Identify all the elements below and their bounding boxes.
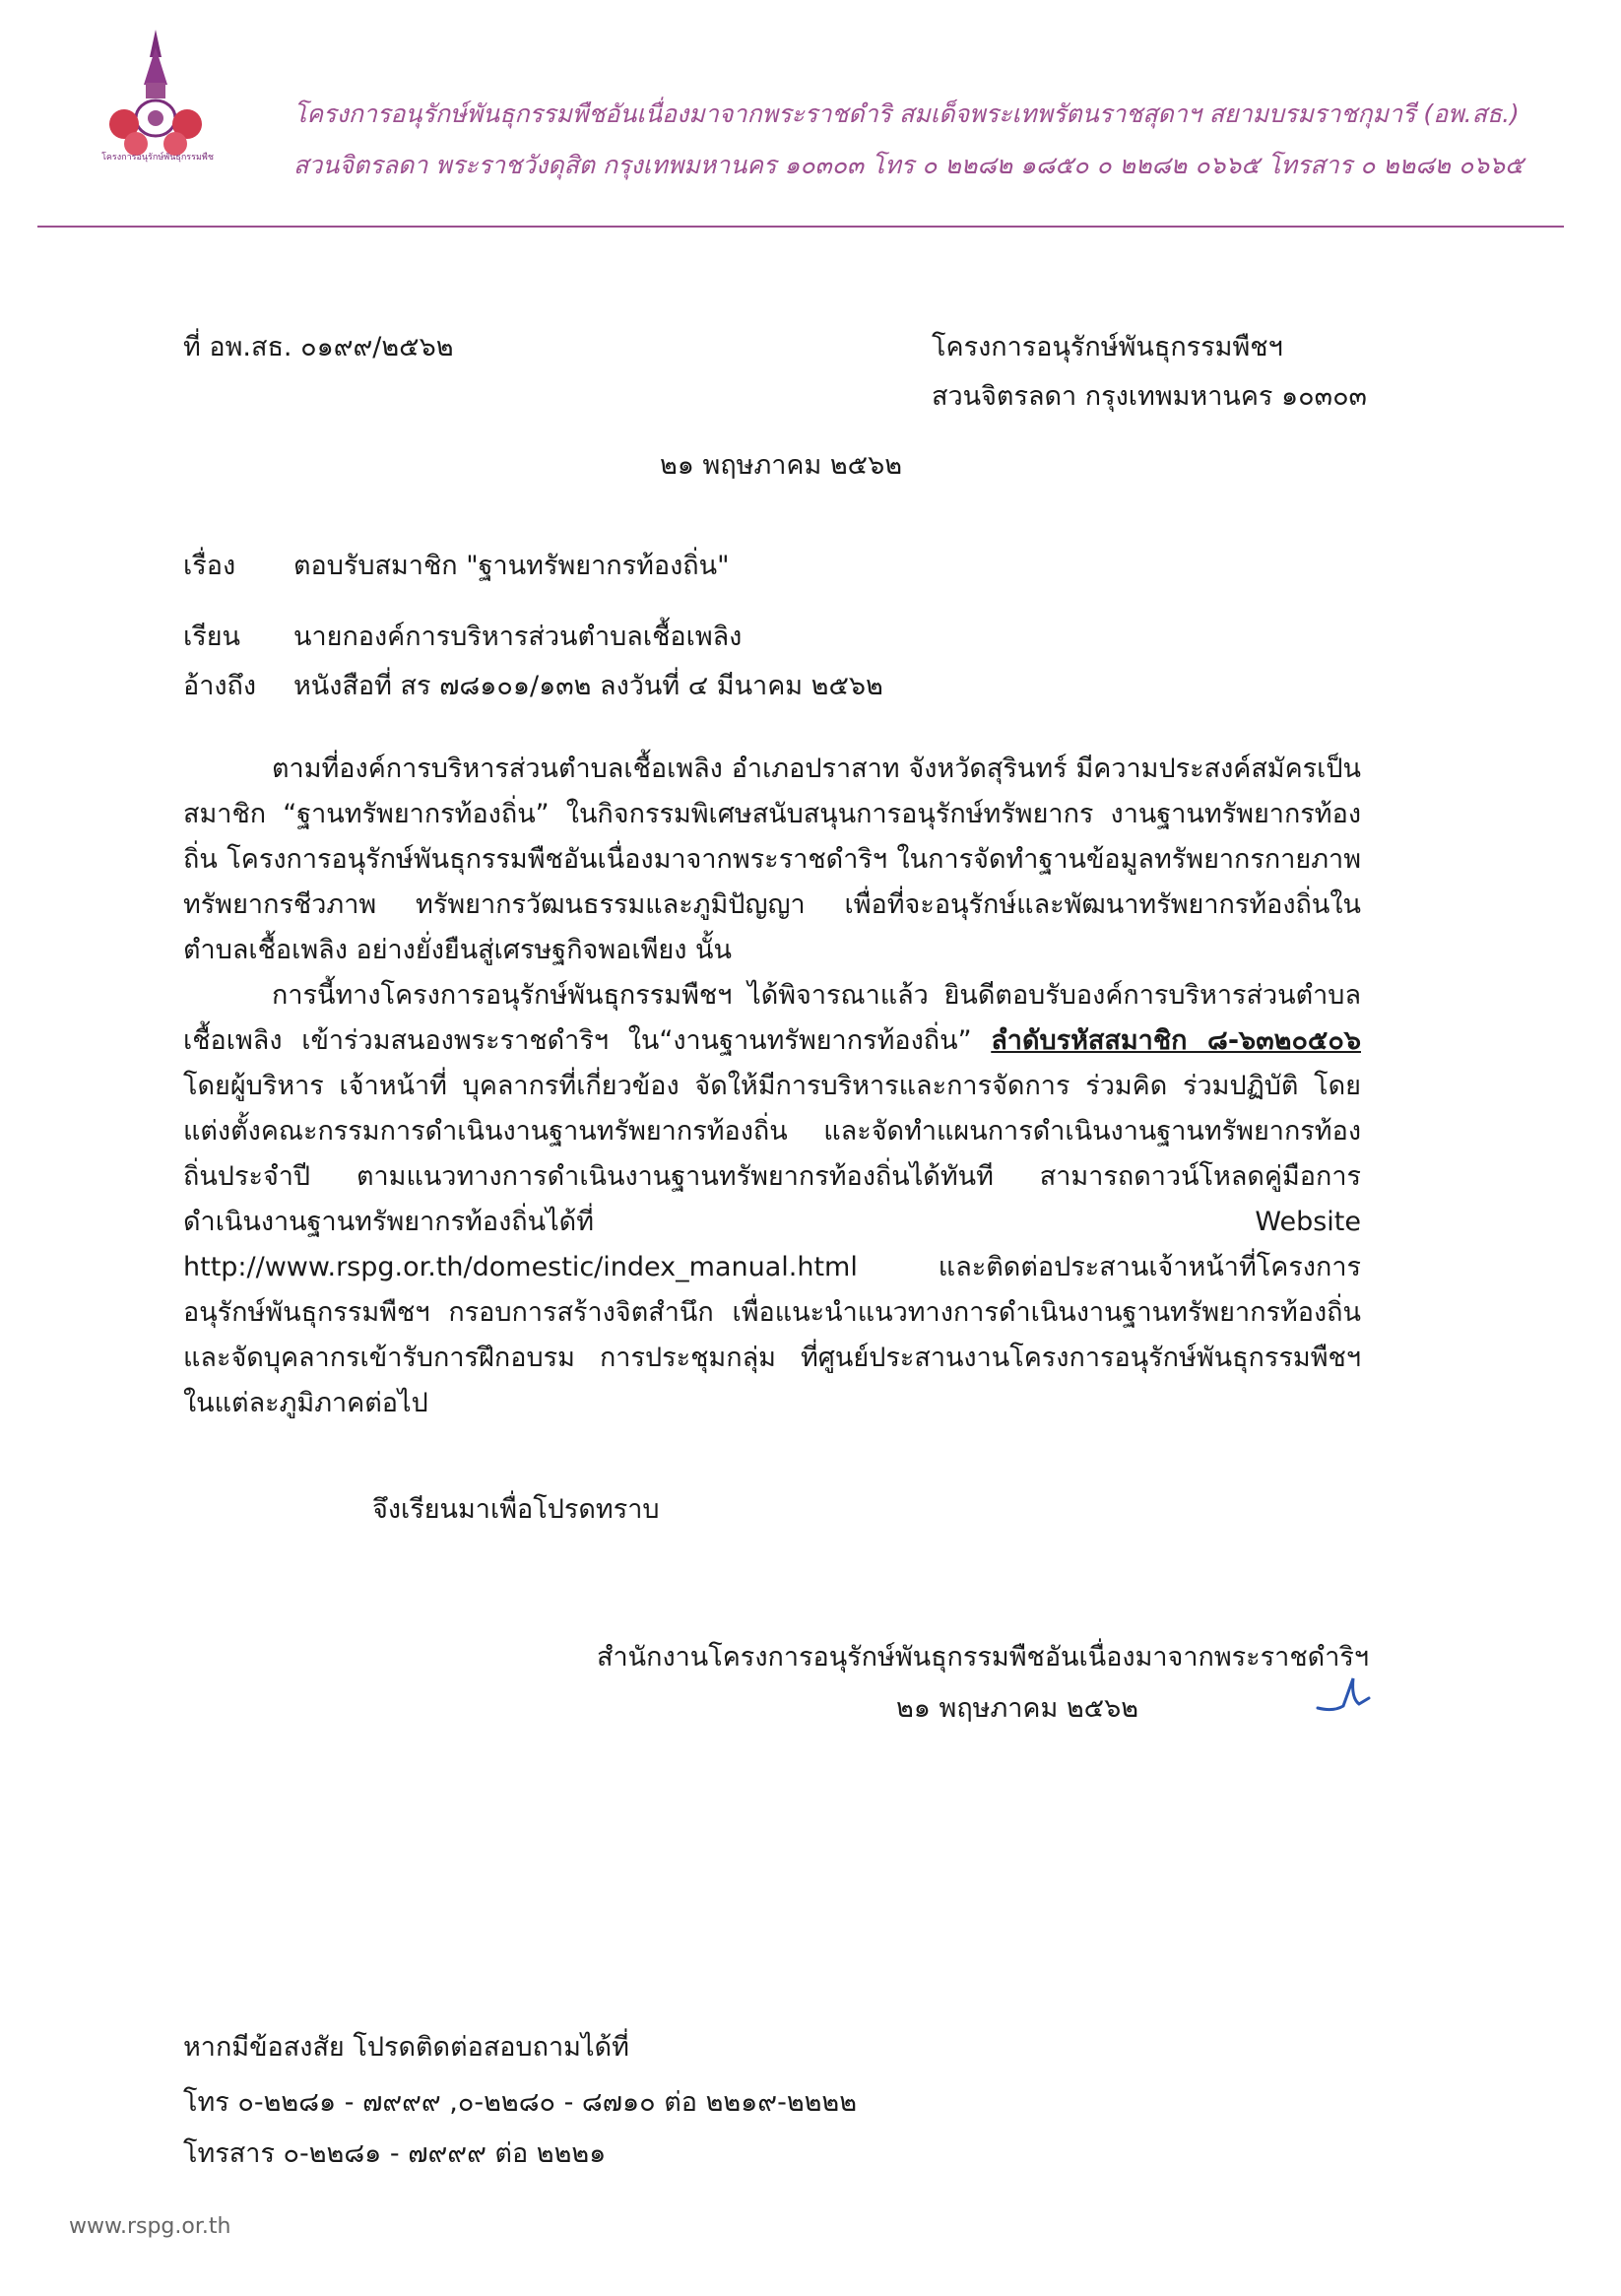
paragraph-1: ตามที่องค์การบริหารส่วนตำบลเชื้อเพลิง อำเภอปราสาท จังหวัดสุรินทร์ มีความประสงค์สมัครเป็นสมาชิก “ฐานทรัพยากรท้องถิ่น” ในกิจกรรมพิเศษสนับสนุนการอนุรักษ์ทรัพยากร งานฐานทรัพยากรท้องถิ่น โครงการอนุรักษ์พันธุกรรมพืชอันเนื่องมาจากพระราชดำริฯ ในการจัดทำฐานข้อมูลทรัพยากรกายภาพ ทรัพยากรชีวภาพ ทรัพยากรวัฒนธรรมและภูมิปัญญา เพื่อที่จะอนุรักษ์และพัฒนาทรัพยากรท้องถิ่นในตำบลเชื้อเพลิง อย่างยั่งยืนสู่เศรษฐกิจพอเพียง นั้น xyxy=(183,754,1361,965)
emblem-icon xyxy=(97,28,215,165)
closing-text: จึงเรียนมาเพื่อโปรดทราบ xyxy=(372,1494,660,1525)
reference-number: ที่ อพ.สธ. ๐๑๙๙/๒๕๖๒ xyxy=(183,332,454,362)
contact-fax: โทรสาร ๐-๒๒๘๑ - ๗๙๙๙ ต่อ ๒๒๒๑ xyxy=(183,2138,607,2169)
subject-text: ตอบรับสมาชิก "ฐานทรัพยากรท้องถิ่น" xyxy=(293,551,730,581)
reference-row xyxy=(183,664,883,709)
recipient-label: เรียน xyxy=(183,622,241,652)
member-code: ลำดับรหัสสมาชิก ๘-๖๓๒๐๕๐๖ xyxy=(991,1025,1361,1056)
header-divider xyxy=(37,226,1564,228)
paragraph-2 xyxy=(183,973,1361,1426)
subject-label: เรื่อง xyxy=(183,551,236,581)
sender-name: โครงการอนุรักษ์พันธุกรรมพืชฯ xyxy=(932,332,1283,362)
header-address-line: สวนจิตรลดา พระราชวังดุสิต กรุงเทพมหานคร ๑๐๓๐๓ โทร ๐ ๒๒๘๒ ๑๘๕๐ ๐ ๒๒๘๒ ๐๖๖๕ โทรสาร ๐ ๒๒๘๒ ๐๖๖๕ xyxy=(293,151,1524,179)
reference-text: หนังสือที่ สร ๗๘๑๐๑/๑๓๒ ลงวันที่ ๔ มีนาคม ๒๕๖๒ xyxy=(293,671,883,701)
letter-date: ๒๑ พฤษภาคม ๒๕๖๒ xyxy=(660,450,903,481)
subject-row xyxy=(183,544,730,589)
paragraph-2-part-b: โดยผู้บริหาร เจ้าหน้าที่ บุคลากรที่เกี่ยวข้อง จัดให้มีการบริหารและการจัดการ ร่วมคิด ร่วมปฏิบัติ โดยแต่งตั้งคณะกรรมการดำเนินงานฐานทรัพยากรท้องถิ่น และจัดทำแผนการดำเนินงานฐานทรัพยากรท้องถิ่นประจำปี ตามแนวทางการดำเนินงานฐานทรัพยากรท้องถิ่นได้ทันที สามารถดาวน์โหลดคู่มือการดำเนินงานฐานทรัพยากรท้องถิ่นได้ที่ Website http://www.rspg.or.th/domestic/index_manual.html และติดต่อประสานเจ้าหน้าที่โครงการอนุรักษ์พันธุกรรมพืชฯ กรอบการสร้างจิตสำนึก เพื่อแนะนำแนวทางการดำเนินงานฐานทรัพยากรท้องถิ่น และจัดบุคลากรเข้ารับการฝึกอบรม การประชุมกลุ่ม ที่ศูนย์ประสานงานโครงการอนุรักษ์พันธุกรรมพืชฯ ในแต่ละภูมิภาคต่อไป xyxy=(183,1071,1361,1418)
organization-logo xyxy=(97,28,215,165)
footer-website: www.rspg.or.th xyxy=(69,2214,231,2239)
header-org-line: โครงการอนุรักษ์พันธุกรรมพืชอันเนื่องมาจากพระราชดำริ สมเด็จพระเทพรัตนราชสุดาฯ สยามบรมราชกุมารี (อพ.สธ.) xyxy=(293,99,1520,128)
handwritten-signature-icon xyxy=(1314,1669,1373,1718)
signature-organization: สำนักงานโครงการอนุรักษ์พันธุกรรมพืชอันเนื่องมาจากพระราชดำริฯ xyxy=(597,1642,1370,1673)
letter-body xyxy=(183,747,1361,1426)
recipient-row xyxy=(183,615,742,660)
recipient-text: นายกองค์การบริหารส่วนตำบลเชื้อเพลิง xyxy=(293,622,743,652)
sender-address: สวนจิตรลดา กรุงเทพมหานคร ๑๐๓๐๓ xyxy=(932,381,1368,412)
signature-mark xyxy=(1314,1669,1373,1722)
paragraph-2-part-a: การนี้ทางโครงการอนุรักษ์พันธุกรรมพืชฯ ได้พิจารณาแล้ว ยินดีตอบรับองค์การบริหารส่วนตำบลเชื้อเพลิง เข้าร่วมสนองพระราชดำริฯ ใน“งานฐานทรัพยากรท้องถิ่น” xyxy=(183,980,1361,1056)
signature-date: ๒๑ พฤษภาคม ๒๕๖๒ xyxy=(896,1693,1139,1724)
reference-label: อ้างถึง xyxy=(183,671,257,701)
logo-caption: โครงการอนุรักษ์พันธุกรรมพืช xyxy=(101,153,214,163)
contact-intro: หากมีข้อสงสัย โปรดติดต่อสอบถามได้ที่ xyxy=(183,2032,629,2063)
contact-phone: โทร ๐-๒๒๘๑ - ๗๙๙๙ ,๐-๒๒๘๐ - ๘๗๑๐ ต่อ ๒๒๑๙-๒๒๒๒ xyxy=(183,2087,858,2118)
